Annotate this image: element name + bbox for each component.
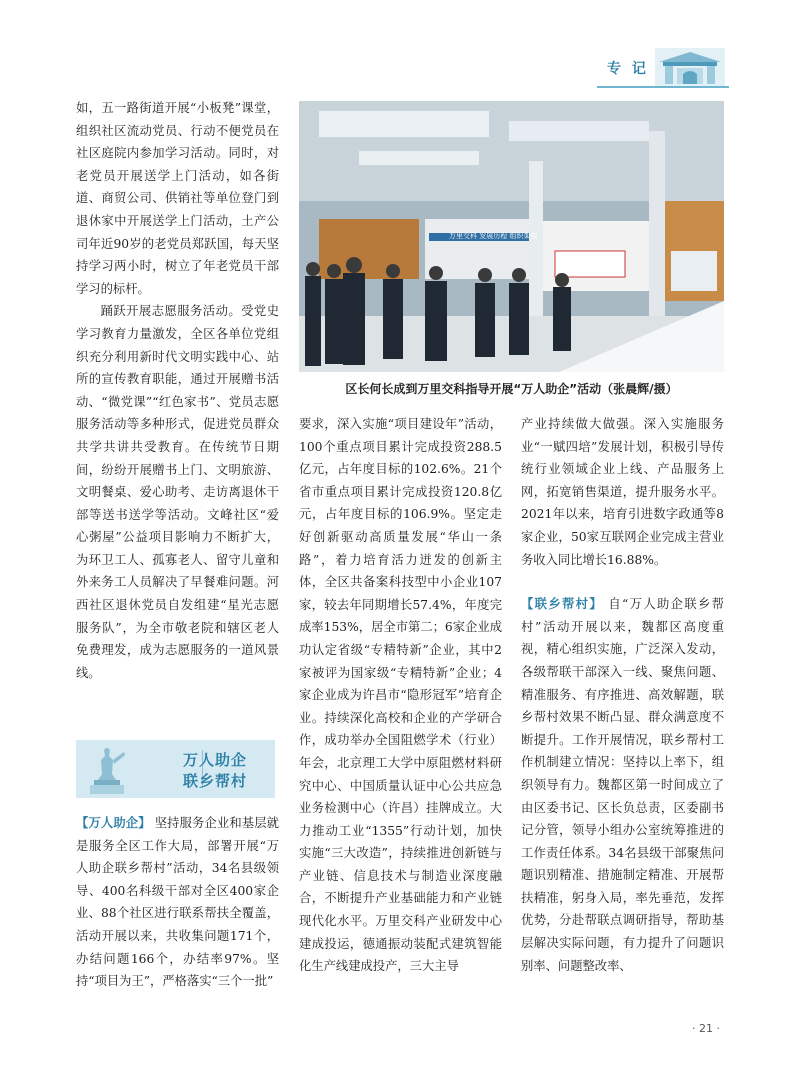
banner-title-line2: 联乡帮村 bbox=[182, 772, 247, 790]
paragraph bbox=[76, 812, 279, 993]
section-tag: 【联乡帮村】 bbox=[521, 596, 604, 612]
section-label: 专 记 bbox=[607, 61, 649, 77]
paragraph-text: 坚持服务企业和基层就是服务全区工作大局，部署开展“万人助企联乡帮村”活动，34名县级领导、400名科级干部对全区400家企业、88个社区进行联系帮扶全覆盖，活动开展以来，共收集问题171个，办结问题166个，办结率97%。坚持“项目为王”，严格落实“三个一批” bbox=[76, 816, 279, 989]
news-photo bbox=[299, 101, 724, 372]
photo-caption: 区长何长成到万里交科指导开展“万人助企”活动（张晨辉/摄） bbox=[345, 382, 678, 396]
paragraph: 如，五一路街道开展“小板凳”课堂，组织社区流动党员、行动不便党员在社区庭院内参加学习活动。同时，对老党员开展送学上门活动，如各街道、商贸公司、供销社等单位登门到退休家中开展送学上门活动，土产公司年近90岁的老党员郑跃国，每天坚持学习两小时，树立了年老党员干部学习的标杆。 bbox=[76, 101, 279, 296]
column-1-upper bbox=[76, 97, 279, 684]
column-1-lower bbox=[76, 812, 279, 993]
paragraph-text: 自“万人助企联乡帮村”活动开展以来，魏都区高度重视，精心组织实施，广泛深入发动，各级帮联干部深入一线、聚焦问题、精准服务、有序推进、高效解题，联乡帮村效果不断凸显、群众满意度不断提升。工作开展情况，联乡帮村工作机制建立情况：坚持以上率下，组织领导有力。魏都区第一时间成立了由区委书记、区长负总责，区委副书记分管，领导小组办公室统筹推进的工作责任体系。34名县级干部聚焦问题识别精准、措施制定精准、开展帮扶精准，躬身入局，率先垂范，发挥优势，分赴帮联点调研指导，帮助基层解决实际问题，有力提升了问题识别率、问题整改率、 bbox=[521, 597, 724, 973]
paragraph: 要求，深入实施“项目建设年”活动，100个重点项目累计完成投资288.5亿元，占年度目标的102.6%。21个省市重点项目累计完成投资120.8亿元，占年度目标的106.9%。坚定走好创新驱动高质量发展“华山一条路”，着力培育活力迸发的创新主体，全区共备案科技型中小企业107家，较去年同期增长57.4%，年度完成率153%，居全市第二；6家企业成功认定省级“专精特新”企业，其中2家被评为国家级“专精特新”企业；4家企业成为许昌市“隐形冠军”培育企业。持续深化高校和企业的产学研合作，成功举办全国阻燃学术（行业）年会，北京理工大学中原阻燃材料研究中心、中国质量认证中心公共应急业务检测中心（许昌）挂牌成立。大力推动工业“1355”行动计划，加快实施“三大改造”，持续推进创新链与产业链、信息技术与制造业深度融合，不断提升产业基础能力和产业链现代化水平。万里交科产业研发中心建成投运，德通振动装配式建筑智能化生产线建成投产，三大主导 bbox=[299, 417, 502, 974]
gate-illustration-icon bbox=[655, 48, 725, 86]
paragraph: 产业持续做大做强。深入实施服务业“一赋四培”发展计划，积极引导传统行业领域企业上线、产品服务上网，拓宽销售渠道，提升服务水平。2021年以来，培育引进数字政通等8家企业，50家互联网企业完成主营业务收入同比增长16.88%。 bbox=[521, 417, 724, 567]
statue-icon bbox=[82, 744, 132, 796]
column-3 bbox=[521, 413, 724, 977]
exhibition-hall-photo bbox=[299, 101, 724, 372]
banner-title-line1: 万人助企 bbox=[182, 751, 247, 769]
paragraph bbox=[521, 593, 724, 977]
photo-screen-text: 万里交科 发展历程 组织架构 bbox=[449, 232, 538, 240]
column-2 bbox=[299, 413, 502, 978]
page-number: · 21 · bbox=[692, 1022, 720, 1035]
section-header bbox=[597, 44, 727, 88]
paragraph: 踊跃开展志愿服务活动。受党史学习教育力量激发，全区各单位党组织充分利用新时代文明实践中心、站所的宣传教育职能，通过开展赠书活动、“微党课”“红色家书”、党员志愿服务活动等多种形式，促进党员群众共学共讲共受教育。在传统节日期间，纷纷开展赠书上门、文明旅游、文明餐桌、爱心助考、走访离退休干部等送书送学等活动。文峰社区“爱心粥屋”公益项目影响力不断扩大，为环卫工人、孤寡老人、留守儿童和外来务工人员解决了早餐难问题。河西社区退休党员自发组建“星光志愿服务队”，为全市敬老院和辖区老人免费理发，成为志愿服务的一道风景线。 bbox=[76, 304, 279, 680]
header-rule bbox=[597, 86, 729, 88]
section-banner bbox=[76, 740, 275, 798]
section-tag: 【万人助企】 bbox=[76, 815, 151, 830]
